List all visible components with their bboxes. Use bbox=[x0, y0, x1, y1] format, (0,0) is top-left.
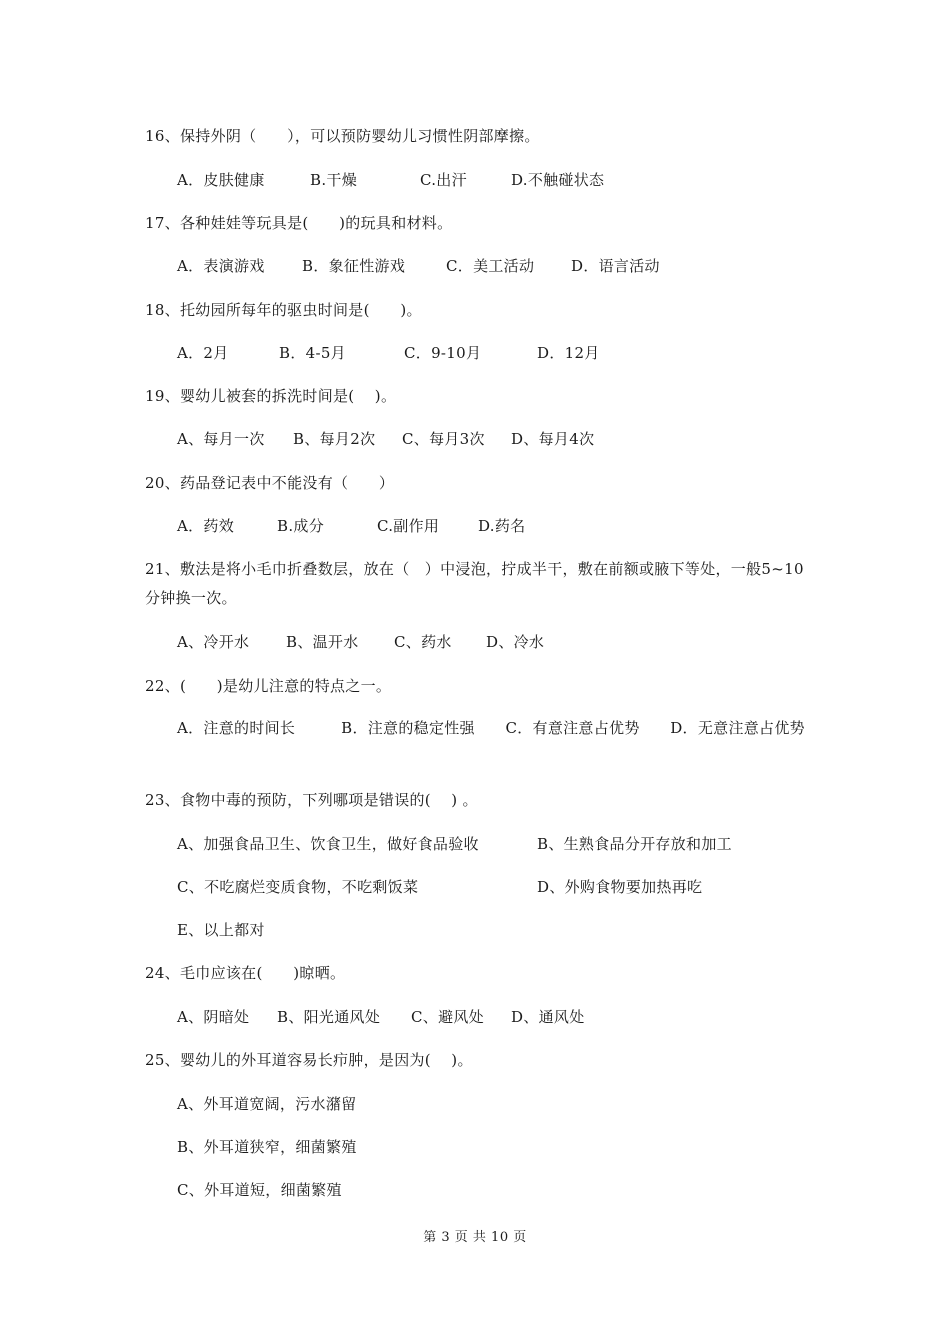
question-21-stem: 21、敷法是将小毛巾折叠数层，放在（ ）中浸泡，拧成半干，敷在前额或腋下等处，一般5~10分钟换一次。 bbox=[145, 560, 804, 607]
option-c: C．9-10月 bbox=[404, 344, 482, 362]
question-22-stem: 22、( )是幼儿注意的特点之一。 bbox=[145, 677, 392, 695]
option-a: A、加强食品卫生、饮食卫生，做好食品验收 bbox=[177, 835, 479, 853]
option-d: D、冷水 bbox=[486, 633, 545, 651]
option-c: C、不吃腐烂变质食物，不吃剩饭菜 bbox=[177, 878, 419, 896]
option-a: A．药效 bbox=[177, 517, 235, 535]
question-23-stem: 23、食物中毒的预防，下列哪项是错误的( ) 。 bbox=[145, 791, 478, 809]
option-b: B．象征性游戏 bbox=[302, 257, 406, 275]
option-b: B、阳光通风处 bbox=[277, 1008, 381, 1026]
option-c: C、药水 bbox=[394, 633, 452, 651]
option-a: A．皮肤健康 bbox=[177, 171, 265, 189]
option-a: A．表演游戏 bbox=[177, 257, 265, 275]
option-a: A、每月一次 bbox=[177, 430, 265, 448]
option-c: C、避风处 bbox=[411, 1008, 484, 1026]
page-number-footer: 第 3 页 共 10 页 bbox=[423, 1230, 527, 1245]
question-24-stem: 24、毛巾应该在( )晾晒。 bbox=[145, 964, 346, 982]
option-c: C、外耳道短，细菌繁殖 bbox=[177, 1181, 342, 1199]
question-20-stem: 20、药品登记表中不能没有（ ） bbox=[145, 474, 395, 492]
option-d: D.不触碰状态 bbox=[511, 171, 605, 189]
option-d: D、每月4次 bbox=[511, 430, 595, 448]
option-c: C.副作用 bbox=[377, 517, 440, 535]
option-c: C．美工活动 bbox=[446, 257, 535, 275]
option-b: B.干燥 bbox=[310, 171, 357, 189]
question-19-stem: 19、婴幼儿被套的拆洗时间是( )。 bbox=[145, 387, 397, 405]
option-c: C.出汗 bbox=[420, 171, 467, 189]
option-a: A、外耳道宽阔，污水潴留 bbox=[177, 1095, 357, 1113]
option-d: D．语言活动 bbox=[571, 257, 660, 275]
option-b: B、外耳道狭窄，细菌繁殖 bbox=[177, 1138, 357, 1156]
option-d: D、通风处 bbox=[511, 1008, 585, 1026]
option-d: D．12月 bbox=[537, 344, 600, 362]
question-17-stem: 17、各种娃娃等玩具是( )的玩具和材料。 bbox=[145, 214, 453, 232]
option-b: B、每月2次 bbox=[293, 430, 376, 448]
option-b: B、生熟食品分开存放和加工 bbox=[537, 835, 732, 853]
question-18-stem: 18、托幼园所每年的驱虫时间是( )。 bbox=[145, 301, 422, 319]
option-a: A、阴暗处 bbox=[177, 1008, 250, 1026]
option-a: A、冷开水 bbox=[177, 633, 250, 651]
question-16-stem: 16、保持外阴（ ），可以预防婴幼儿习惯性阴部摩擦。 bbox=[145, 127, 540, 145]
option-b: B、温开水 bbox=[286, 633, 359, 651]
question-25-stem: 25、婴幼儿的外耳道容易长疖肿，是因为( )。 bbox=[145, 1051, 473, 1069]
option-b: B.成分 bbox=[277, 517, 324, 535]
option-a: A．2月 bbox=[177, 344, 229, 362]
option-d: D.药名 bbox=[478, 517, 526, 535]
option-e: E、以上都对 bbox=[177, 921, 265, 939]
option-c: C、每月3次 bbox=[402, 430, 485, 448]
option-b: B．4-5月 bbox=[279, 344, 346, 362]
option-d: D、外购食物要加热再吃 bbox=[537, 878, 703, 896]
question-22-options: A．注意的时间长 B．注意的稳定性强 C．有意注意占优势 D．无意注意占优势 bbox=[177, 719, 805, 737]
